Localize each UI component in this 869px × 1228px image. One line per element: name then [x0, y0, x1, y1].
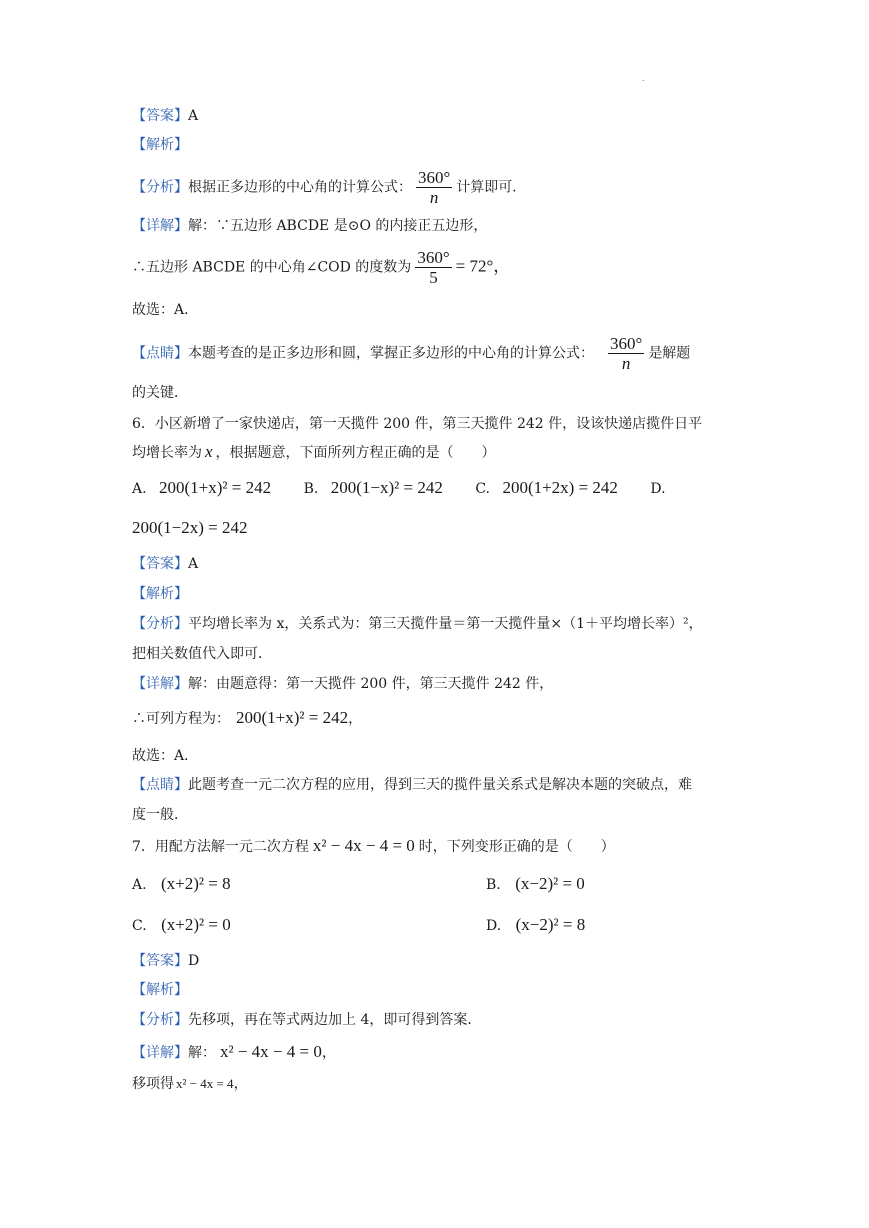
fraction-numerator: 360° [418, 168, 451, 187]
option-a: 200(1+x)² = 242 [159, 478, 272, 497]
fenxi-tag: 【分析】 [132, 1012, 188, 1028]
option-b: 200(1−x)² = 242 [330, 478, 443, 497]
fenxi-text: 平均增长率为 x，关系式为：第三天揽件量＝第一天揽件量×（1＋平均增长率）²， [188, 616, 703, 632]
q5-analysis-line [132, 135, 188, 155]
option-a-label: A. [132, 877, 147, 893]
step-text: ∴可列方程为： [132, 711, 230, 727]
option-d: (x−2)² = 8 [515, 915, 586, 934]
q7-analysis-line [132, 980, 188, 1000]
analysis-tag: 【解析】 [132, 137, 188, 153]
option-a-label: A. [132, 481, 147, 497]
dianjing-text-after: 是解题 [648, 345, 691, 362]
select-text: 故选：A． [132, 302, 199, 318]
q6-step-line [132, 708, 362, 729]
fenxi-tag: 【分析】 [132, 179, 188, 196]
question-stem: 时，下列变形正确的是（ ） [418, 839, 615, 855]
fenxi-text-after: 计算即可． [456, 179, 527, 196]
fraction-denominator: n [429, 188, 439, 207]
answer-tag: 【答案】 [132, 953, 188, 969]
option-c: 200(1+2x) = 242 [502, 478, 618, 497]
fraction-denominator: 5 [429, 268, 438, 287]
move-equation: x² − 4x = 4 [176, 1076, 234, 1091]
q7-xiangjie-line [132, 1042, 336, 1063]
analysis-tag: 【解析】 [132, 982, 188, 998]
option-d-label: D. [486, 918, 502, 934]
option-d-label: D. [650, 481, 666, 497]
dianjing-text-2: 的关键． [132, 385, 188, 401]
dianjing-text: 本题考查的是正多边形和圆，掌握正多边形的中心角的计算公式： [188, 345, 594, 362]
q6-analysis-line [132, 584, 188, 604]
q6-fenxi-line1 [132, 614, 703, 634]
option-c-label: C. [132, 918, 147, 934]
fenxi-text: 先移项，再在等式两边加上 4，即可得到答案． [188, 1012, 482, 1028]
q6-stem-line2 [132, 442, 496, 463]
fraction [416, 168, 452, 207]
q7-fenxi-line [132, 1010, 481, 1030]
move-punct: ， [233, 1076, 248, 1092]
step-result: = 72°， [455, 256, 511, 276]
q6-options-line [132, 478, 666, 499]
question-stem: 6．小区新增了一家快递店，第一天揽件 200 件，第三天揽件 242 件，设该快递店揽件日平 [132, 416, 703, 432]
fraction-numerator: 360° [417, 248, 450, 267]
dianjing-text-2: 度一般． [132, 807, 188, 823]
option-a: (x+2)² = 8 [161, 874, 231, 893]
q5-select-line [132, 300, 198, 320]
xiangjie-equation: x² − 4x − 4 = 0 [220, 1042, 322, 1061]
q6-select-line [132, 746, 198, 766]
option-b-label: B. [303, 481, 319, 497]
q6-fenxi-line2 [132, 644, 272, 664]
q5-dianjing-line [132, 334, 690, 373]
q6-xiangjie-line [132, 674, 553, 694]
q7-option-d-cell [486, 915, 585, 936]
q6-answer-line [132, 554, 198, 574]
question-stem: 均增长率为 [132, 445, 202, 461]
fenxi-text-2: 把相关数值代入即可． [132, 646, 272, 662]
answer-value: D [188, 953, 200, 969]
step-text: ∴五边形 ABCDE 的中心角∠COD 的度数为 [132, 259, 412, 276]
option-c-label: C. [475, 481, 490, 497]
xiangjie-tag: 【详解】 [132, 1045, 188, 1061]
fraction [415, 248, 451, 287]
q7-option-b-cell [486, 874, 585, 895]
xiangjie-punct: ， [321, 1045, 336, 1061]
q7-stem-line [132, 836, 615, 857]
q6-dianjing-line1 [132, 775, 692, 795]
step-equation: 200(1+x)² = 242 [236, 708, 349, 727]
answer-tag: 【答案】 [132, 556, 188, 572]
dianjing-tag: 【点睛】 [132, 777, 188, 793]
analysis-tag: 【解析】 [132, 586, 188, 602]
select-text: 故选：A． [132, 748, 199, 764]
xiangjie-text: 解：由题意得：第一天揽件 200 件，第三天揽件 242 件， [188, 676, 554, 692]
q5-fenxi-line [132, 168, 526, 207]
fraction [608, 334, 644, 373]
fraction-denominator: n [621, 354, 631, 373]
q6-option-d-line [132, 518, 248, 539]
q7-options-row2 [132, 915, 231, 936]
step-punct: ， [348, 711, 363, 727]
q6-stem-line1 [132, 414, 702, 434]
xiangjie-tag: 【详解】 [132, 676, 188, 692]
question-stem: 7．用配方法解一元二次方程 [132, 839, 309, 855]
q6-dianjing-line2 [132, 805, 188, 825]
q5-step-line [132, 248, 510, 287]
q7-move-line [132, 1074, 248, 1094]
option-b-label: B. [486, 877, 501, 893]
dianjing-text: 此题考查一元二次方程的应用，得到三天的揽件量关系式是解决本题的突破点，难 [188, 777, 692, 793]
answer-value: A [188, 108, 199, 124]
answer-tag: 【答案】 [132, 108, 188, 124]
fenxi-tag: 【分析】 [132, 616, 188, 632]
xiangjie-tag: 【详解】 [132, 218, 188, 234]
fraction-numerator: 360° [610, 334, 643, 353]
q5-xiangjie-line [132, 216, 487, 236]
question-stem: ，根据题意，下面所列方程正确的是（ ） [215, 445, 496, 461]
dianjing-tag: 【点睛】 [132, 345, 188, 362]
answer-value: A [188, 556, 199, 572]
q5-dianjing-line2 [132, 383, 188, 403]
stem-equation: x² − 4x − 4 = 0 [312, 836, 415, 855]
option-c: (x+2)² = 0 [161, 915, 231, 934]
q7-options-row1 [132, 874, 231, 895]
xiangjie-text: 解： [188, 1045, 216, 1061]
move-text: 移项得 [132, 1076, 174, 1092]
option-d: 200(1−2x) = 242 [132, 518, 248, 537]
fenxi-text: 根据正多边形的中心角的计算公式： [188, 179, 412, 196]
variable: x [205, 442, 213, 461]
q5-answer-line [132, 106, 198, 126]
header-mark: . [642, 74, 645, 83]
xiangjie-text: 解：∵五边形 ABCDE 是⊙O 的内接正五边形， [188, 218, 488, 234]
q7-answer-line [132, 951, 199, 971]
option-b: (x−2)² = 0 [515, 874, 585, 893]
